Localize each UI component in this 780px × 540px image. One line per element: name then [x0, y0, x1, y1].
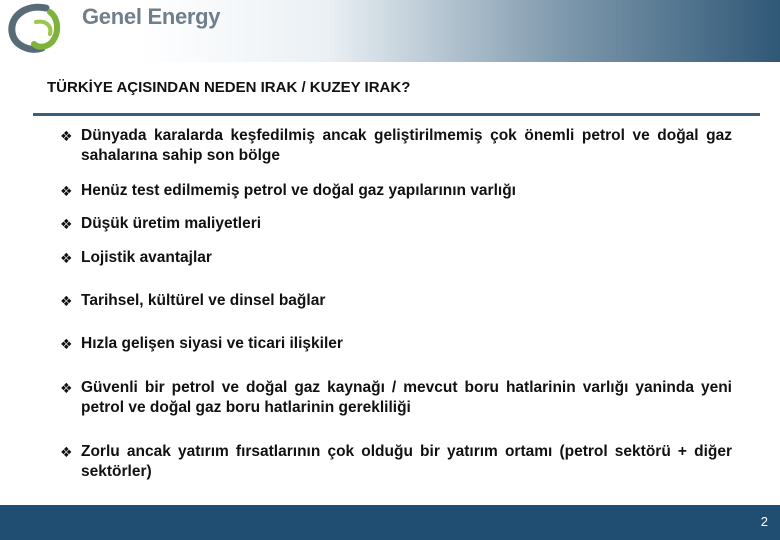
- diamond-bullet-icon: ❖: [60, 216, 73, 232]
- bullet-text: Henüz test edilmemiş petrol ve doğal gaz yapılarının varlığı: [81, 182, 516, 199]
- bullet-item: [60, 181, 732, 201]
- company-logo: [6, 2, 220, 54]
- diamond-bullet-icon: ❖: [60, 444, 73, 460]
- diamond-bullet-icon: ❖: [60, 293, 73, 309]
- bullet-text: Dünyada karalarda keşfedilmiş ancak geliştirilmemiş çok önemli petrol ve doğal gaz sahalarına sahip son bölge: [81, 127, 732, 164]
- diamond-bullet-icon: ❖: [60, 183, 73, 199]
- bullet-item: [60, 378, 732, 418]
- diamond-bullet-icon: ❖: [60, 128, 73, 144]
- bullet-text: Zorlu ancak yatırım fırsatlarının çok olduğu bir yatırım ortamı (petrol sektörü + diğer sektörler): [81, 443, 732, 480]
- bullet-item: [60, 334, 732, 354]
- bullet-text: Düşük üretim maliyetleri: [81, 215, 262, 232]
- bullet-text: Güvenli bir petrol ve doğal gaz kaynağı / mevcut boru hatlarinin varlığı yaninda yeni petrol ve doğal gaz boru hatlarinin gerekliliği: [81, 379, 732, 416]
- genel-energy-logo-icon: [6, 2, 76, 54]
- bullet-text: Lojistik avantajlar: [81, 249, 212, 266]
- page-number: 2: [760, 514, 768, 529]
- bullet-text: Tarihsel, kültürel ve dinsel bağlar: [81, 292, 326, 309]
- diamond-bullet-icon: ❖: [60, 250, 73, 266]
- logo-text: Genel Energy: [82, 4, 221, 29]
- bullet-item: [60, 442, 732, 482]
- title-divider: [33, 113, 760, 116]
- footer-band: [0, 505, 780, 540]
- diamond-bullet-icon: ❖: [60, 380, 73, 396]
- diamond-bullet-icon: ❖: [60, 336, 73, 352]
- bullet-item: [60, 214, 732, 234]
- bullet-text: Hızla gelişen siyasi ve ticari ilişkiler: [81, 335, 343, 352]
- bullet-item: [60, 291, 732, 311]
- slide-title: TÜRKİYE AÇISINDAN NEDEN IRAK / KUZEY IRAK?: [47, 79, 411, 96]
- bullet-item: [60, 126, 732, 166]
- bullet-item: [60, 248, 732, 268]
